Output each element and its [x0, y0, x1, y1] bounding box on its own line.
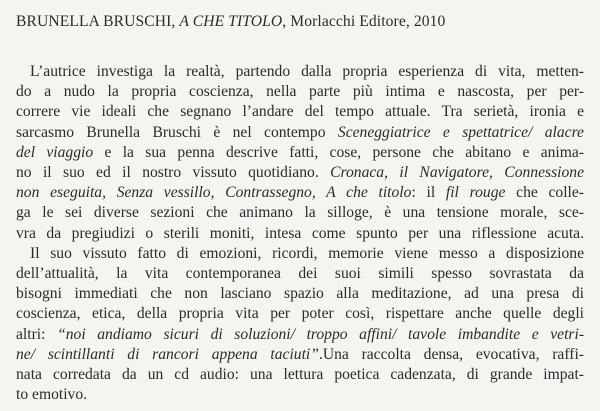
- text-line: correre vie ideali che segnano l’andare del tempo attuale. Tra serietà, ironia e: [16, 103, 584, 121]
- text-segment-italic: “noi andiamo sicuri di soluzioni/ troppo affini/ tavole imbandite e vetri-: [57, 325, 585, 343]
- text-line: [16, 143, 584, 163]
- text-line: Il suo vissuto fatto di emozioni, ricordi, memorie viene messo a disposizione: [30, 244, 584, 262]
- text-line: coscienza, etica, della propria vita per poter così, rispettare anche quelle degli: [16, 305, 584, 323]
- text-line: do a nudo la propria coscienza, nella parte più intima e nascosta, per per-: [16, 83, 584, 101]
- text-segment-italic: fil rouge: [445, 184, 506, 202]
- book-heading: [16, 12, 584, 32]
- heading-publisher: , Morlacchi Editore, 2010: [282, 13, 446, 30]
- text-segment: no il suo ed il nostro vissuto quotidiano.: [16, 164, 331, 182]
- text-line: [16, 123, 584, 143]
- text-line: bisogni immediati che non lasciano spazio alla meditazione, ad una presa di: [16, 285, 584, 303]
- text-line: [16, 183, 584, 203]
- text-line: to emotivo.: [16, 386, 88, 404]
- text-line: vra da pregiudizi o sterili moniti, intesa come spunto per una riflessione acuta.: [16, 224, 584, 242]
- text-line: L’autrice investiga la realtà, partendo dalla propria esperienza di vita, metten-: [30, 63, 584, 80]
- text-segment: che colle-: [505, 184, 585, 202]
- text-segment: e la sua penna descrive fatti, cose, persone che abitano e anima-: [93, 143, 584, 161]
- text-segment-italic: ne/ scintillanti di rancori appena taciuti”: [16, 345, 319, 363]
- heading-title: A CHE TITOLO: [179, 13, 283, 30]
- text-segment-italic: non eseguita, Senza vessillo, Contrassegno, A che titolo: [16, 184, 412, 202]
- text-segment: altri:: [16, 325, 58, 343]
- text-segment-italic: del viaggio: [16, 143, 94, 161]
- text-line: ga le sei diverse sezioni che animano la silloge, è una tensione morale, sce-: [16, 204, 584, 222]
- text-segment-italic: Cronaca, il Navigatore, Connessione: [330, 164, 584, 182]
- heading-author: BRUNELLA BRUSCHI,: [16, 13, 180, 30]
- text-segment-italic: Sceneggiatrice e spettatrice/ alacre: [337, 123, 584, 141]
- text-line: [16, 163, 584, 183]
- text-line: dell’attualità, la vita contemporanea dei suoi simili spesso sovrastata da: [16, 265, 584, 283]
- text-line: [16, 345, 584, 365]
- review-body: [16, 62, 584, 405]
- text-segment: sarcasmo Brunella Bruschi è nel contempo: [16, 123, 338, 141]
- text-line: [16, 325, 584, 345]
- text-line: nata corredata da un cd audio: una lettura poetica cadenzata, di grande impat-: [16, 366, 584, 384]
- text-segment: : il: [411, 184, 446, 202]
- text-segment: .Una raccolta densa, evocativa, raffi-: [318, 345, 584, 363]
